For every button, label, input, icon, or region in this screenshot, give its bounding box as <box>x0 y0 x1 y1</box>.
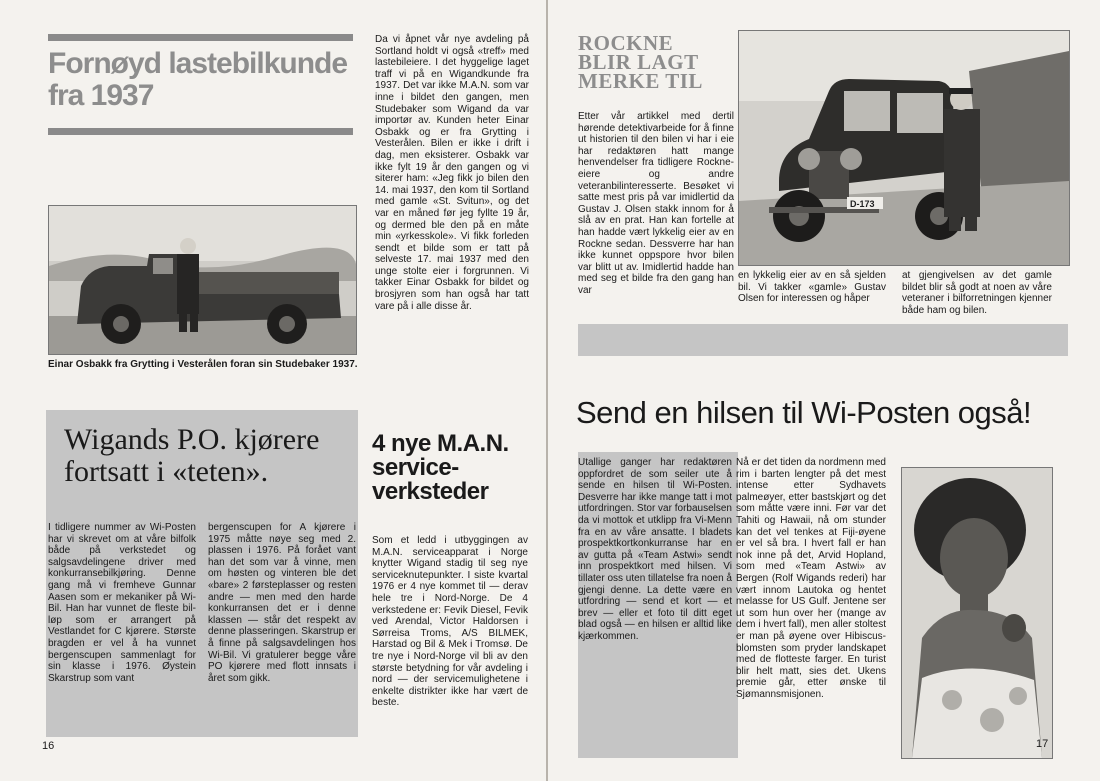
truck-photo-caption: Einar Osbakk fra Grytting i Vesterålen foran sin Studebaker 1937. <box>48 359 358 370</box>
headline-wigands-po: Wigands P.O. kjørere fortsatt i «teten». <box>64 423 320 488</box>
license-plate: D-173 <box>850 199 875 209</box>
rockne-col3: at gjengivelsen av det gamle bildet blir så godt at noen av våre veteraner i bilforretningen kjenner både ham og bilen. <box>902 270 1052 316</box>
page-17 <box>548 0 1100 781</box>
page-16 <box>0 0 546 781</box>
headline-send-hilsen: Send en hilsen til Wi-Posten også! <box>576 395 1032 430</box>
fiji-woman-photo <box>901 467 1053 759</box>
header-rule-top <box>48 34 353 41</box>
header-rule-bottom <box>48 128 353 135</box>
wigands-po-col1: I tidligere nummer av Wi-Posten har vi skrevet om at våre bilfolk både på verkstedet og salgsavdelingene driver med konkurransebilkjøring. Denne gang må vi fremheve Gunnar Aasen som er mekaniker på Wi-Bil. Han har vunnet de fleste bil-løp som er arrangert på Vestlandet for C kjørere. Største bragden er vel å ha vunnet bergenscupen sammenlagt for sin klasse i 1976. Øystein Skarstrup som vant <box>48 522 196 684</box>
wigands-po-col2: bergenscupen for A kjørere i 1975 måtte nøye seg med 2. plassen i 1976. På forået vant han det som var å vinne, men om høsten og vinteren ble det «bare» 2 førsteplasser og resten andre — men med den harde konkurransen det er i denne klassen — står det respekt av denne plasseringen. Skarstrup er å finne på salgsavdelingen hos Wi-Bil. Vi gratulerer begge våre PO kjørere med flott innsats i året som gikk. <box>208 522 356 684</box>
gray-divider-band <box>578 324 1068 356</box>
man-verksteder-text: Som et ledd i utbyggingen av M.A.N. serviceapparat i Norge knytter Wigand stadig til seg nye serviceknutepunkter. I siste kvartal 1976 er 4 nye kommet til — derav hele tre i Nord-Norge. De 4 verkstedene er: Fevik Diesel, Fevik ved Arendal, Victor Haldorsen i Sørreisa Troms, A/S BILMEK, Harstad og Bil & Mek i Tromsø. De tre nye i Nord-Norge vil bli av den største betydning for vår avdeling i nord — der servicemulighetene i enkelte distrikter ikke har vært de beste. <box>372 535 528 709</box>
rockne-car-illustration <box>739 31 1069 265</box>
page-number-16: 16 <box>42 740 55 752</box>
headline-fornoyd: Fornøyd lastebilkunde fra 1937 <box>48 47 348 112</box>
rockne-photo <box>738 30 1070 266</box>
rockne-col1: Etter vår artikkel med dertil hørende detektivarbeide for å finne ut historien til den bilen vi har i eie har redaktøren hatt mange henvendelser fra tidligere Rockne-eiere og andre veteranbilinteresserte. Besøket vi satte mest pris på var imidlertid da Gustav J. Olsen stakk innom for å slå av en prat. Han kan fortelle at han hadde vært lykkelig eier av en Rockne sedan. Dessverre har han ikke kunnet oppspore hvor bilen var blitt ut av. Imidlertid hadde han med seg et bilde fra den gang han var <box>578 111 734 296</box>
hilsen-col1: Utallige ganger har redaktøren oppfordret de som seiler ute å sende en hilsen til Wi-Posten. Desverre har ikke mange tatt i mot utfordringen. Stor var forbauselsen da vi mottok et utklipp fra Vi-Menn fra en av våre ansatte. I bladets prospektkortkonkurranse har en av gutta på «Team Astwi» sendt inn prospektkort med hilsen. Vi tillater oss uten tillatelse fra noen å gjengi denne. La dette være en utfordring — send et kort — et brev — eller et foto til ditt eget blad også — en hilsen er alltid like kjærkommen. <box>578 457 732 642</box>
truck-photo <box>48 205 357 355</box>
headline-4-nye-man: 4 nye M.A.N. service-verksteder <box>372 430 509 505</box>
fornoyd-article-text: Da vi åpnet vår nye avdeling på Sortland holdt vi også «treff» med lastebileiere. I det hyggelige laget traff vi på en Wigandkunde fra 1937. Det var ikke M.A.N. som var inne i bildet den gangen, men Studebaker som Wigand da var importør av. Kunden heter Einar Osbakk og er fra Grytting i Vesterålen. Bilen er ikke i drift i dag, men eksisterer. Osbakk var ikke fylt 19 år den gangen og vi siterer ham: «Jeg fikk jo bilen den 14. mai 1937, den kom til Sortland med gamle «St. Svitun», og det var en måned før jeg fyllte 19 år, og dermed ble den på en måte min «yrkesskole». Vi fikk forleden sendt et bilde som er tatt på selveste 17. mai 1937 med den unge stolte eier i forgrunnen. Vi takker Einar Osbakk for bildet og brosjyren som han også har tatt vare på i alle disse år. <box>375 34 529 312</box>
headline-rockne: ROCKNE BLIR LAGT MERKE TIL <box>578 31 703 93</box>
truck-illustration <box>49 206 356 354</box>
hilsen-col2: Nå er det tiden da nordmenn med rim i barten lengter på det mest intense etter Sydhavets palmeøyer, etter bastskjørt og det som måtte være inni. Før var det Tahiti og Hawaii, nå om stunder kan det vel tenkes at Fiji-øyene er vel så bra. I hvert fall er han nok inne på det, Arvid Hopland, som med «Team Astwi» av Bergen (Rolf Wigands rederi) har vært innom Lautoka og hentet melasse for US Gulf. Jentene ser ut som hun over her (mange av dem i hvert fall), men aller stoltest er man på øyene over Hibiscus-blomsten som pryder landskapet med de flotteste farger. En turist blir helt matt, sies det. Ukens premie går, etter ønske til Sjømannsmisjonen. <box>736 457 886 700</box>
page-number-17: 17 <box>1036 738 1049 750</box>
portrait-illustration <box>902 468 1052 758</box>
rockne-col2: en lykkelig eier av en så sjelden bil. Vi takker «gamle» Gustav Olsen for interessen og håper <box>738 270 886 305</box>
